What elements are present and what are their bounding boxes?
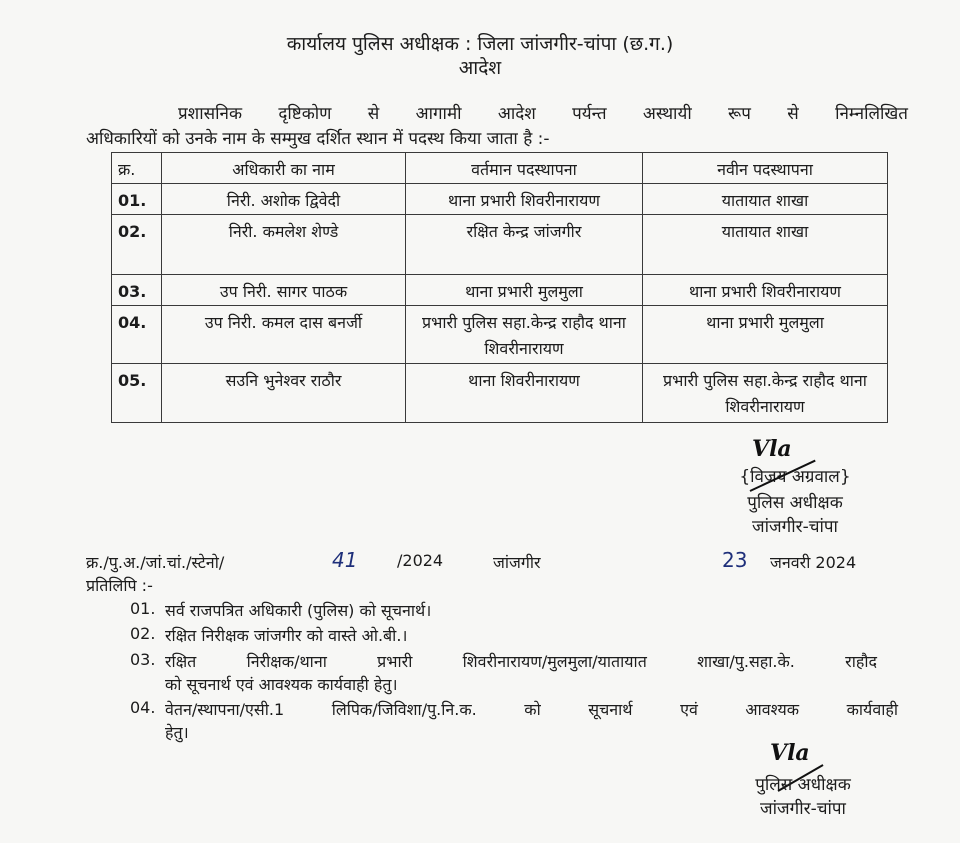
current-posting-cell: थाना प्रभारी मुलमुला — [406, 275, 643, 306]
posting-table — [111, 152, 888, 423]
serial-cell: 04. — [112, 306, 162, 364]
copy-item-text: रक्षित निरीक्षक जांजगीर को वास्ते ओ.बी.। — [165, 626, 408, 645]
copy-item-number: 02. — [130, 624, 156, 643]
copy-item-number: 04. — [130, 698, 156, 717]
current-posting-cell: प्रभारी पुलिस सहा.केन्द्र राहौद थाना शिवरीनारायण — [406, 306, 643, 364]
office-heading: कार्यालय पुलिस अधीक्षक : जिला जांजगीर-चांपा (छ.ग.) — [286, 33, 674, 55]
table-row — [112, 364, 888, 423]
intro-line-2: अधिकारियों को उनके नाम के सम्मुख दर्शित स्थान में पदस्थ किया जाता है :- — [86, 129, 550, 149]
copy-item-text: वेतन/स्थापना/एसी.1 लिपिक/जिविशा/पु.नि.क. को सूचनार्थ एवं आवश्यक कार्यवाही — [165, 700, 898, 719]
signature-mark: Vla — [770, 740, 810, 766]
col-header-new-posting: नवीन पदस्थापना — [643, 153, 888, 184]
officer-name-cell: निरी. कमलेश शेण्डे — [162, 215, 406, 275]
signatory-place: जांजगीर-चांपा — [760, 799, 846, 819]
copy-item-number: 03. — [130, 650, 156, 669]
officer-name-cell: निरी. अशोक द्विवेदी — [162, 184, 406, 215]
signatory-designation: पुलिस अधीक्षक — [755, 775, 851, 795]
officer-name-cell: उप निरी. कमल दास बनर्जी — [162, 306, 406, 364]
new-posting-cell: थाना प्रभारी मुलमुला — [643, 306, 888, 364]
current-posting-cell: थाना प्रभारी शिवरीनारायण — [406, 184, 643, 215]
officer-name-cell: उप निरी. सागर पाठक — [162, 275, 406, 306]
signatory-place: जांजगीर-चांपा — [752, 517, 838, 537]
copy-label: प्रतिलिपि :- — [86, 576, 153, 595]
copy-item-text: सर्व राजपत्रित अधिकारी (पुलिस) को सूचनार्थ। — [165, 601, 432, 620]
serial-cell: 05. — [112, 364, 162, 423]
copy-item-text-continued: हेतु। — [165, 723, 189, 742]
current-posting-cell: थाना शिवरीनारायण — [406, 364, 643, 423]
copy-item-text-continued: को सूचनार्थ एवं आवश्यक कार्यवाही हेतु। — [165, 675, 398, 694]
order-title: आदेश — [458, 57, 502, 79]
intro-line-1: प्रशासनिक दृष्टिकोण से आगामी आदेश पर्यन्त अस्थायी रूप से निम्नलिखित — [178, 104, 908, 124]
new-posting-cell: यातायात शाखा — [643, 215, 888, 275]
new-posting-cell: थाना प्रभारी शिवरीनारायण — [643, 275, 888, 306]
copy-item-number: 01. — [130, 599, 156, 618]
table-row — [112, 275, 888, 306]
table-row — [112, 184, 888, 215]
table-row — [112, 215, 888, 275]
reference-prefix: क्र./पु.अ./जां.चां./स्टेनो/ — [86, 553, 225, 572]
reference-year: /2024 — [397, 551, 444, 570]
table-header-row — [112, 153, 888, 184]
new-posting-cell: प्रभारी पुलिस सहा.केन्द्र राहौद थाना शिवरीनारायण — [643, 364, 888, 423]
signatory-designation: पुलिस अधीक्षक — [747, 493, 843, 513]
signatory-name: {विजय अग्रवाल} — [739, 467, 851, 487]
copy-item-text: रक्षित निरीक्षक/थाना प्रभारी शिवरीनारायण/मुलमुला/यातायात शाखा/पु.सहा.के. राहौद — [165, 652, 877, 671]
reference-place: जांजगीर — [493, 553, 541, 572]
officer-name-cell: सउनि भुनेश्वर राठौर — [162, 364, 406, 423]
reference-month-year: जनवरी 2024 — [770, 553, 857, 572]
col-header-current-posting: वर्तमान पदस्थापना — [406, 153, 643, 184]
table-row — [112, 306, 888, 364]
col-header-serial: क्र. — [112, 153, 162, 184]
current-posting-cell: रक्षित केन्द्र जांजगीर — [406, 215, 643, 275]
serial-cell: 03. — [112, 275, 162, 306]
col-header-officer-name: अधिकारी का नाम — [162, 153, 406, 184]
serial-cell: 02. — [112, 215, 162, 275]
signature-mark: Vla — [752, 436, 792, 462]
new-posting-cell: यातायात शाखा — [643, 184, 888, 215]
serial-cell: 01. — [112, 184, 162, 215]
reference-number: 41 — [332, 548, 358, 572]
reference-day: 23 — [722, 548, 748, 572]
